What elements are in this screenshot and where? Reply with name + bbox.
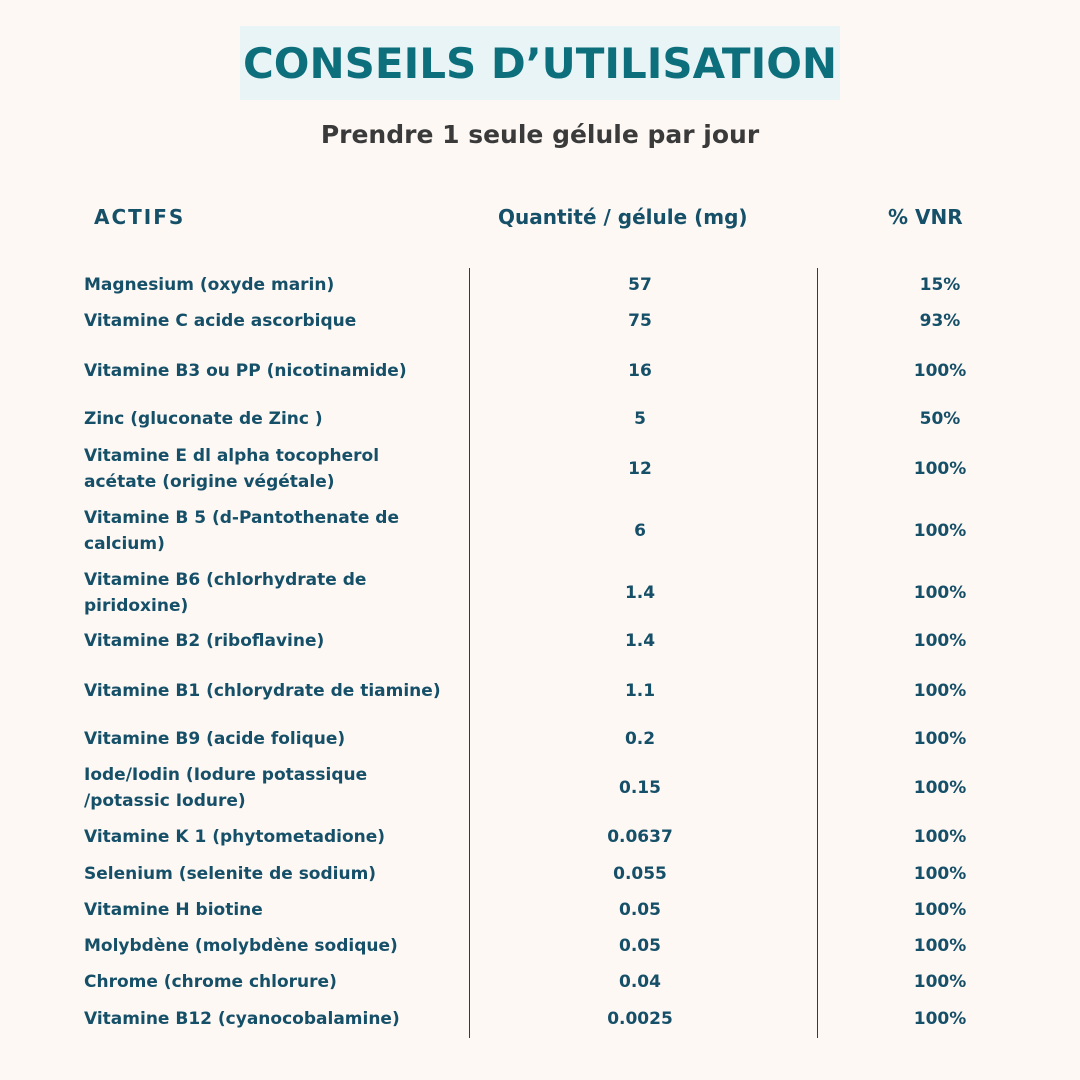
ingredient-name: Vitamine K 1 (phytometadione)	[84, 827, 386, 847]
ingredient-name: Magnesium (oxyde marin)	[84, 275, 335, 295]
ingredient-vnr: 100%	[913, 631, 967, 651]
ingredient-vnr: 100%	[913, 459, 967, 479]
ingredient-quantity: 1.1	[624, 681, 656, 701]
ingredient-vnr: 50%	[919, 409, 961, 429]
ingredient-name: Vitamine B6 (chlorhydrate de piridoxine)	[84, 570, 367, 616]
table-row	[0, 933, 1080, 959]
table-row	[0, 665, 1080, 717]
header-quantity: Quantité / gélule (mg)	[498, 205, 748, 229]
header-actifs: ACTIFS	[94, 205, 186, 229]
ingredient-quantity: 0.2	[624, 729, 656, 749]
ingredient-vnr: 100%	[913, 583, 967, 603]
table-row	[0, 505, 1080, 557]
ingredient-vnr: 100%	[913, 1009, 967, 1029]
ingredient-vnr: 100%	[913, 729, 967, 749]
ingredient-name: Vitamine B12 (cyanocobalamine)	[84, 1009, 400, 1029]
ingredient-name: Vitamine B9 (acide folique)	[84, 729, 346, 749]
ingredient-name: Vitamine B1 (chlorydrate de tiamine)	[84, 681, 441, 701]
ingredient-vnr: 100%	[913, 936, 967, 956]
ingredient-vnr: 100%	[913, 778, 967, 798]
table-row	[0, 628, 1080, 654]
ingredient-name: Vitamine H biotine	[84, 900, 263, 920]
title-banner	[240, 26, 840, 100]
ingredient-name: Selenium (selenite de sodium)	[84, 864, 377, 884]
ingredient-vnr: 100%	[913, 521, 967, 541]
ingredient-name: Vitamine B2 (riboflavine)	[84, 631, 325, 651]
ingredient-name: Vitamine C acide ascorbique	[84, 311, 357, 331]
ingredient-quantity: 0.15	[619, 778, 661, 798]
ingredient-quantity: 75	[628, 311, 652, 331]
ingredient-quantity: 57	[628, 275, 652, 295]
ingredient-name: Molybdène (molybdène sodique)	[84, 936, 398, 956]
ingredient-quantity: 1.4	[624, 583, 656, 603]
ingredient-quantity: 0.0637	[607, 827, 673, 847]
ingredient-vnr: 100%	[913, 361, 967, 381]
ingredient-vnr: 93%	[919, 311, 961, 331]
ingredient-name: Iode/Iodin (Iodure potassique /potassic Iodure)	[84, 765, 368, 811]
ingredient-quantity: 0.04	[619, 972, 661, 992]
ingredient-name: Zinc (gluconate de Zinc )	[84, 409, 323, 429]
table-row	[0, 1006, 1080, 1032]
table-row	[0, 345, 1080, 397]
page-title: CONSEILS D’UTILISATION	[242, 38, 838, 88]
header-vnr: % VNR	[888, 205, 963, 229]
ingredient-quantity: 6	[634, 521, 646, 541]
ingredient-vnr: 100%	[913, 864, 967, 884]
ingredient-vnr: 100%	[913, 972, 967, 992]
ingredient-quantity: 16	[628, 361, 652, 381]
ingredient-vnr: 100%	[913, 827, 967, 847]
table-row	[0, 308, 1080, 334]
ingredient-quantity: 0.05	[619, 900, 661, 920]
ingredient-vnr: 15%	[919, 275, 961, 295]
ingredient-quantity: 5	[634, 409, 646, 429]
ingredient-name: Chrome (chrome chlorure)	[84, 972, 337, 992]
ingredient-vnr: 100%	[913, 900, 967, 920]
table-row	[0, 567, 1080, 619]
ingredient-vnr: 100%	[913, 681, 967, 701]
ingredient-quantity: 0.055	[613, 864, 667, 884]
ingredient-quantity: 12	[628, 459, 652, 479]
table-row	[0, 272, 1080, 298]
table-row	[0, 861, 1080, 887]
ingredient-name: Vitamine E dl alpha tocopherol acétate (origine végétale)	[84, 446, 380, 492]
table-row	[0, 406, 1080, 432]
ingredient-name: Vitamine B 5 (d-Pantothenate de calcium)	[84, 508, 399, 554]
ingredient-quantity: 0.0025	[607, 1009, 673, 1029]
ingredient-name: Vitamine B3 ou PP (nicotinamide)	[84, 361, 407, 381]
usage-instruction: Prendre 1 seule gélule par jour	[320, 120, 760, 149]
table-row	[0, 443, 1080, 495]
table-row	[0, 726, 1080, 752]
ingredient-quantity: 1.4	[624, 631, 656, 651]
table-row	[0, 762, 1080, 814]
table-row	[0, 824, 1080, 850]
table-row	[0, 897, 1080, 923]
table-row	[0, 969, 1080, 995]
ingredient-quantity: 0.05	[619, 936, 661, 956]
